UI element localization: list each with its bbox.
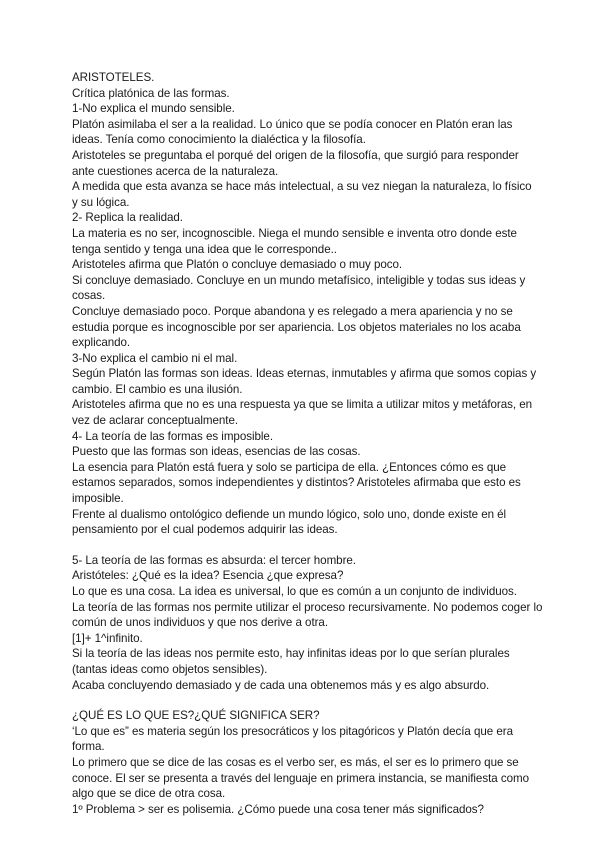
- text-line: forma.: [72, 740, 105, 754]
- text-line: La teoría de las formas nos permite utilizar el proceso recursivamente. No podemos coger lo: [72, 600, 543, 614]
- text-line: cosas.: [72, 289, 106, 303]
- text-line: (tantas ideas como objetos sensibles).: [72, 662, 268, 676]
- text-line: 2- Replica la realidad.: [72, 211, 183, 225]
- text-line: algo que se dice de otra cosa.: [72, 787, 226, 801]
- paragraph-gap: [72, 693, 532, 708]
- text-line: ‘Lo que es” es materia según los presocráticos y los pitagóricos y Platón decía que era: [72, 724, 513, 738]
- text-line: tenga sentido y tenga una idea que le corresponde..: [72, 242, 337, 256]
- document-title: ARISTOTELES.: [72, 71, 155, 84]
- text-line: Lo primero que se dice de las cosas es el verbo ser, es más, el ser es lo primero que se: [72, 755, 519, 769]
- text-line: Acaba concluyendo demasiado y de cada una obtenemos más y es algo absurdo.: [72, 678, 490, 692]
- text-line: 5- La teoría de las formas es absurda: el tercer hombre.: [72, 553, 356, 567]
- text-line: Aristoteles afirma que Platón o concluye demasiado o muy poco.: [72, 258, 403, 272]
- document-body: [72, 70, 543, 817]
- text-line: Aristoteles afirma que no es una respuesta ya que se limita a utilizar mitos y metáforas, en: [72, 398, 533, 412]
- text-line: Puesto que las formas son ideas, esencias de las cosas.: [72, 445, 361, 459]
- text-line: conoce. El ser se presenta a través del lenguaje en primera instancia, se manifiesta como: [72, 771, 529, 785]
- text-line: Aristóteles: ¿Qué es la idea? Esencia ¿que expresa?: [72, 569, 344, 583]
- text-line: y su lógica.: [72, 195, 130, 209]
- text-line: ante cuestiones acerca de la naturaleza.: [72, 164, 279, 178]
- text-line: vez de aclarar conceptualmente.: [72, 414, 239, 428]
- text-line: estudia porque es incognoscible por ser apariencia. Los objetos materiales no los acaba: [72, 320, 521, 334]
- text-line: imposible.: [72, 492, 124, 506]
- text-line: estamos separados, somos independientes y distintos? Aristoteles afirmaba que esto es: [72, 476, 521, 490]
- text-line: cambio. El cambio es una ilusión.: [72, 382, 243, 396]
- text-line: La materia es no ser, incognoscible. Niega el mundo sensible e inventa otro donde este: [72, 226, 517, 240]
- paragraph-gap: [72, 538, 532, 553]
- text-line: A medida que esta avanza se hace más intelectual, a su vez niegan la naturaleza, lo físico: [72, 180, 532, 194]
- text-line: Lo que es una cosa. La idea es universal, lo que es común a un conjunto de individuos.: [72, 585, 517, 598]
- text-line: 3-No explica el cambio ni el mal.: [72, 351, 238, 365]
- text-line: Según Platón las formas son ideas. Ideas eternas, inmutables y afirma que somos copias y: [72, 367, 537, 381]
- text-line: Platón asimilaba el ser a la realidad. Lo único que se podía conocer en Platón eran las: [72, 117, 513, 131]
- section-formas-criticas: [72, 86, 537, 538]
- text-line: La esencia para Platón está fuera y solo se participa de ella. ¿Entonces cómo es que: [72, 460, 507, 474]
- text-line: Frente al dualismo ontológico defiende un mundo lógico, solo uno, donde existe en él: [72, 507, 507, 521]
- text-line: común de unos individuos y que nos derive a otra.: [72, 616, 328, 630]
- text-line: Si la teoría de las ideas nos permite esto, hay infinitas ideas por lo que serían plurales: [72, 647, 510, 661]
- text-line: ideas. Tenía como conocimiento la dialéctica y la filosofía.: [72, 133, 366, 147]
- text-line: ¿QUÉ ES LO QUE ES?¿QUÉ SIGNIFICA SER?: [72, 709, 320, 723]
- text-line: [1]+ 1^infinito.: [72, 631, 143, 645]
- text-line: 1-No explica el mundo sensible.: [72, 102, 235, 116]
- text-line: Si concluye demasiado. Concluye en un mundo metafísico, inteligible y todas sus ideas y: [72, 273, 526, 287]
- section-que-es-ser: [72, 708, 532, 817]
- text-line: Crítica platónica de las formas.: [72, 86, 230, 100]
- text-line: Concluye demasiado poco. Porque abandona y es relegado a mera apariencia y no se: [72, 304, 513, 318]
- text-line: 1º Problema > ser es polisemia. ¿Cómo puede una cosa tener más significados?: [72, 802, 484, 816]
- text-line: Aristoteles se preguntaba el porqué del origen de la filosofía, que surgió para responder: [72, 148, 519, 162]
- text-line: 4- La teoría de las formas es imposible.: [72, 429, 273, 443]
- section-tercer-hombre: [72, 553, 543, 693]
- text-line: pensamiento por el cual podemos adquirir las ideas.: [72, 523, 338, 537]
- text-line: explicando.: [72, 336, 131, 350]
